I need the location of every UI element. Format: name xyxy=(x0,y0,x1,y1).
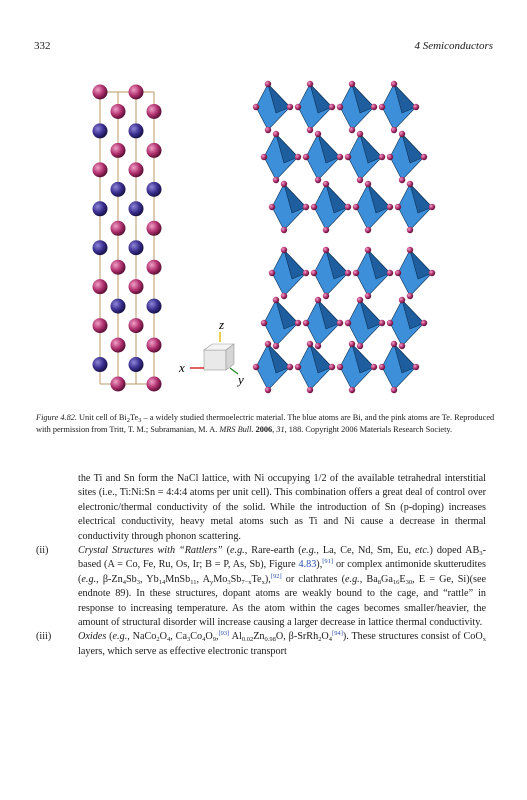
bi-atom xyxy=(129,357,144,372)
te-vertex xyxy=(413,104,419,110)
bi-atom xyxy=(93,240,108,255)
bi-atom xyxy=(111,299,126,314)
te-vertex xyxy=(281,293,287,299)
te-vertex xyxy=(391,341,397,347)
caption-label: Figure 4.82. xyxy=(36,413,77,422)
te-atom xyxy=(111,104,126,119)
bi-atom xyxy=(129,201,144,216)
running-head: 4 Semiconductors xyxy=(414,40,493,52)
te-vertex xyxy=(303,154,309,160)
bi-atom xyxy=(147,182,162,197)
te-vertex xyxy=(387,204,393,210)
te-vertex xyxy=(295,154,301,160)
citation-92-link[interactable]: [92] xyxy=(270,572,282,580)
paragraph: the Ti and Sn form the NaCl lattice, with Ni occupying 1/2 of the available tetrahedral interstitial sites (i.e., Ti:Ni:Sn = 4:4:4 atoms per unit cell). This combination offers a great deal of control over electronic/thermal conductivity of the solid. While the introduction of Sn (p-doping) increases electrical conductivity, heavy metal atoms such as Ti and Ni cause a decrease in thermal conductivity through phonon scattering. xyxy=(78,473,486,542)
te-vertex xyxy=(399,297,405,303)
te-atom xyxy=(147,104,162,119)
citation-93-link[interactable]: [93] xyxy=(218,630,230,638)
te-vertex xyxy=(269,270,275,276)
te-vertex xyxy=(399,343,405,349)
te-vertex xyxy=(357,177,363,183)
te-atom xyxy=(129,85,144,100)
te-atom xyxy=(147,338,162,353)
te-vertex xyxy=(421,320,427,326)
te-vertex xyxy=(269,204,275,210)
te-vertex xyxy=(337,154,343,160)
te-vertex xyxy=(307,387,313,393)
te-vertex xyxy=(407,227,413,233)
bi-atom xyxy=(93,123,108,138)
page-number: 332 xyxy=(34,40,51,52)
te-vertex xyxy=(273,131,279,137)
te-vertex xyxy=(395,204,401,210)
te-vertex xyxy=(345,320,351,326)
te-vertex xyxy=(391,81,397,87)
te-atom xyxy=(147,260,162,275)
te-vertex xyxy=(413,364,419,370)
figure-caption: Figure 4.82. Unit cell of $Bi_2Te_3$ – a widely studied thermoelectric material. The blue atoms are Bi, and the pink atoms are Te. Reproduced with permission from Tritt, T. M.; Subramanian, M. A. MRS Bull. 2006, 31, 188. Copyright 2006 Materials Research Society. xyxy=(36,413,495,434)
te-vertex xyxy=(329,104,335,110)
te-vertex xyxy=(379,104,385,110)
axis-z-label: z xyxy=(219,317,225,332)
citation-94-link[interactable]: [94] xyxy=(332,630,343,638)
te-vertex xyxy=(281,227,287,233)
te-vertex xyxy=(273,297,279,303)
te-atom xyxy=(93,279,108,294)
te-vertex xyxy=(387,320,393,326)
te-vertex xyxy=(379,154,385,160)
bi-atom xyxy=(129,240,144,255)
te-vertex xyxy=(357,343,363,349)
te-vertex xyxy=(287,104,293,110)
te-atom xyxy=(147,377,162,392)
te-vertex xyxy=(349,341,355,347)
list-item-ii: (ii) Crystal Structures with “Rattlers” (e.g., Rare-earth (e.g., La, Ce, Nd, Sm, Eu, etc.) doped $AB_3$-based (A = Co, Fe, Ru, Os, Ir; B = P, As, Sb), Figure 4.83),[91] or complex antimonide skutterudites (e.g., $\beta-Zn_4Sb_3$, $Yb_{14}MnSb_{11}$, $A_yMo_3Sb_{7-x}Te_x),[92]$ or clathrates (e.g., $Ba_8Ga_{16}E_{30}$, E = Ge, Si)(see endnote 89). In these structures, dopant atoms are weakly bound to the cage, and “rattle” in response to increasing temperature. As the atom within the cages becomes smaller/heavier, the amount of structural disorder will increase causing a larger decrease in lattice thermal conductivity. xyxy=(36,545,486,629)
axis-gizmo xyxy=(178,317,244,387)
figure-4-83-link[interactable]: 4.83 xyxy=(298,559,317,571)
te-vertex xyxy=(353,270,359,276)
bi-atom xyxy=(111,182,126,197)
te-vertex xyxy=(273,343,279,349)
figure-4-82 xyxy=(78,72,450,407)
te-atom xyxy=(93,318,108,333)
te-vertex xyxy=(307,341,313,347)
te-atom xyxy=(129,162,144,177)
te-vertex xyxy=(357,131,363,137)
te-vertex xyxy=(315,343,321,349)
te-vertex xyxy=(265,81,271,87)
te-vertex xyxy=(345,270,351,276)
te-atom xyxy=(111,143,126,158)
bi-atom xyxy=(129,123,144,138)
te-vertex xyxy=(399,177,405,183)
te-vertex xyxy=(349,127,355,133)
te-vertex xyxy=(337,320,343,326)
te-vertex xyxy=(311,270,317,276)
te-atom xyxy=(129,279,144,294)
te-vertex xyxy=(345,154,351,160)
te-vertex xyxy=(337,104,343,110)
te-vertex xyxy=(273,177,279,183)
te-vertex xyxy=(357,297,363,303)
bi-atom xyxy=(147,299,162,314)
te-vertex xyxy=(429,270,435,276)
te-vertex xyxy=(407,247,413,253)
te-vertex xyxy=(337,364,343,370)
te-vertex xyxy=(329,364,335,370)
te-atom xyxy=(93,162,108,177)
te-vertex xyxy=(407,293,413,299)
te-vertex xyxy=(399,131,405,137)
te-vertex xyxy=(387,270,393,276)
polyhedral-structure xyxy=(253,81,435,393)
te-vertex xyxy=(265,387,271,393)
te-vertex xyxy=(315,131,321,137)
te-vertex xyxy=(315,177,321,183)
list-item-iii: (iii) Oxides (e.g., $NaCo_2O_4$, $Ca_3Co_4O_9,[93]$ $Al_{0.02}Zn_{0.98}O$, $\beta-SrRh_2O_4[94]$). These structures consist of CoO$_x$ layers, which serve as effective electronic transport xyxy=(36,630,486,657)
te-vertex xyxy=(303,204,309,210)
te-vertex xyxy=(281,247,287,253)
citation-91-link[interactable]: [91] xyxy=(322,558,334,566)
te-vertex xyxy=(261,154,267,160)
te-vertex xyxy=(253,104,259,110)
te-vertex xyxy=(303,270,309,276)
te-vertex xyxy=(311,204,317,210)
te-vertex xyxy=(371,364,377,370)
te-vertex xyxy=(365,227,371,233)
te-vertex xyxy=(379,320,385,326)
body-text xyxy=(36,472,486,659)
te-vertex xyxy=(379,364,385,370)
te-vertex xyxy=(323,227,329,233)
te-vertex xyxy=(407,181,413,187)
te-atom xyxy=(147,143,162,158)
te-vertex xyxy=(391,387,397,393)
te-vertex xyxy=(323,247,329,253)
te-vertex xyxy=(365,293,371,299)
te-vertex xyxy=(353,204,359,210)
te-vertex xyxy=(281,181,287,187)
te-atom xyxy=(93,85,108,100)
te-atom xyxy=(111,221,126,236)
te-vertex xyxy=(315,297,321,303)
te-vertex xyxy=(429,204,435,210)
axis-x-label: x xyxy=(179,360,185,375)
te-vertex xyxy=(295,364,301,370)
te-vertex xyxy=(349,387,355,393)
te-vertex xyxy=(261,320,267,326)
te-vertex xyxy=(371,104,377,110)
te-atom xyxy=(111,260,126,275)
te-vertex xyxy=(265,127,271,133)
te-vertex xyxy=(323,181,329,187)
te-vertex xyxy=(307,127,313,133)
unit-cell-model xyxy=(93,85,162,392)
axis-y-label: y xyxy=(238,372,244,387)
te-vertex xyxy=(365,181,371,187)
bi-atom xyxy=(93,201,108,216)
te-vertex xyxy=(287,364,293,370)
te-atom xyxy=(147,221,162,236)
te-vertex xyxy=(295,104,301,110)
te-vertex xyxy=(387,154,393,160)
te-vertex xyxy=(421,154,427,160)
te-vertex xyxy=(303,320,309,326)
te-atom xyxy=(111,338,126,353)
te-vertex xyxy=(265,341,271,347)
te-vertex xyxy=(395,270,401,276)
bi-atom xyxy=(93,357,108,372)
te-vertex xyxy=(391,127,397,133)
te-vertex xyxy=(295,320,301,326)
te-vertex xyxy=(345,204,351,210)
te-atom xyxy=(111,377,126,392)
te-vertex xyxy=(365,247,371,253)
te-vertex xyxy=(323,293,329,299)
te-vertex xyxy=(253,364,259,370)
te-vertex xyxy=(349,81,355,87)
te-vertex xyxy=(307,81,313,87)
te-atom xyxy=(129,318,144,333)
